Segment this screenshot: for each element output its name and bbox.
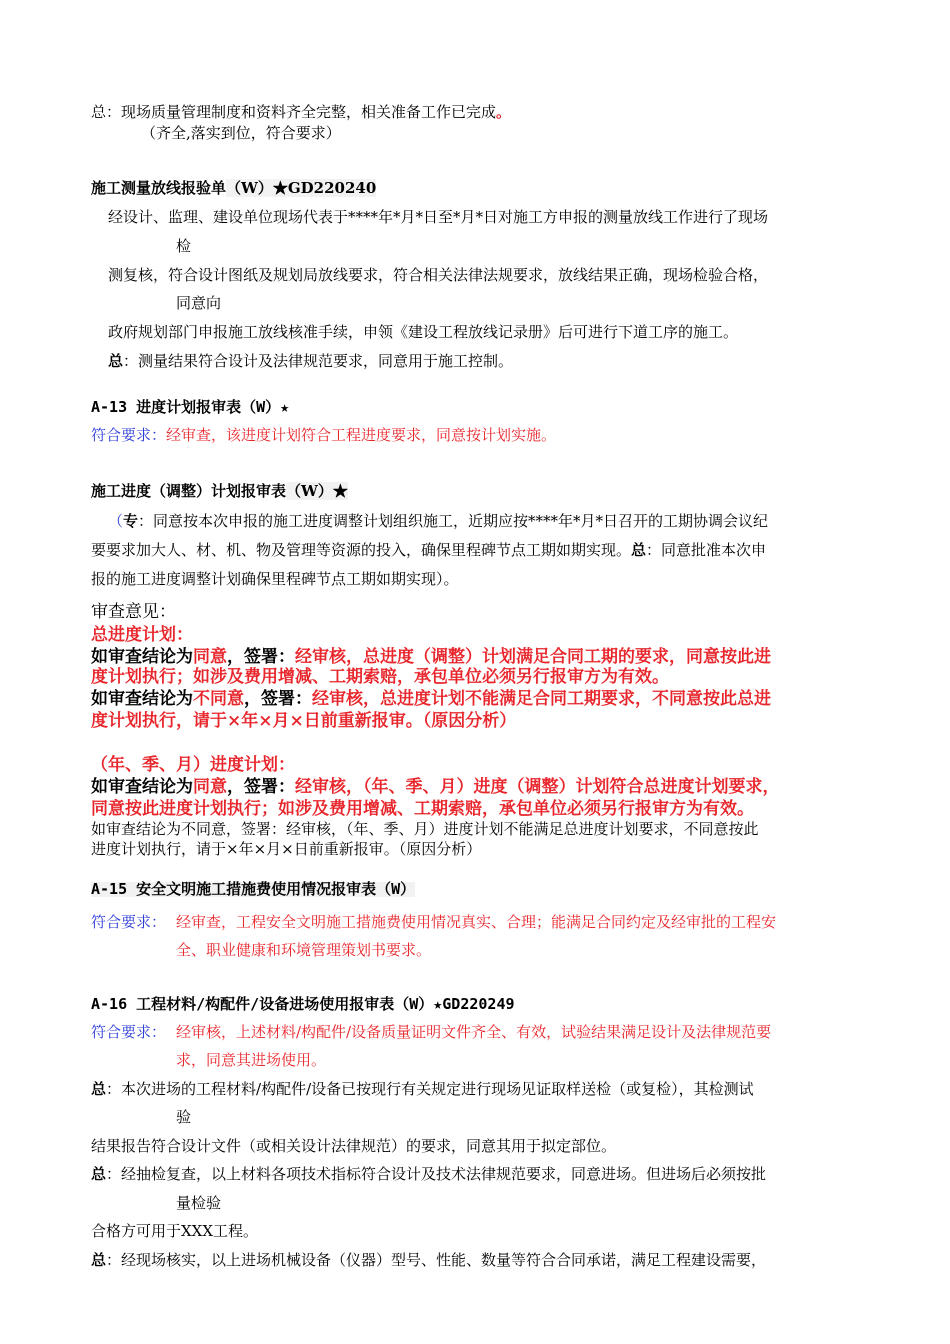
adjust-title [91, 484, 348, 499]
adjust-line-3: 报的施工进度调整计划确保里程碑节点工期如期实现）。 [91, 570, 459, 588]
total-plan-title: 总进度计划： [91, 625, 193, 645]
summary-prefix: 总： [91, 103, 122, 121]
a16-summary-1c: 结果报告符合设计文件（或相关设计法律规范）的要求，同意其用于拟定部位。 [91, 1137, 617, 1155]
adjust-zong: 总 [631, 541, 647, 559]
survey-summary-prefix: 总 [108, 352, 124, 370]
agree-sign: ，签署： [227, 647, 295, 667]
a16-s2-text: ：经抽检复查，以上材料各项技术指标符合设计及技术法律规范要求，同意进场。但进场后必须按批 [106, 1165, 767, 1183]
total-agree-line-1 [91, 649, 771, 666]
survey-line-1: 经设计、监理、建设单位现场代表于****年*月*日至*月*日对施工方申报的测量放线工作进行了现场 [108, 208, 769, 226]
summary-text: 现场质量管理制度和资料齐全完整，相关准备工作已完成 [121, 103, 497, 121]
adjust-title-main: 施工进度（调整）计划报审表 [91, 482, 287, 500]
adjust-line-1 [108, 514, 768, 529]
adjust-text-2: 要要求加大人、材、机、物及管理等资源的投入，确保里程碑节点工期如期实现。 [91, 541, 632, 559]
disagree-sign: ，签署： [244, 689, 312, 709]
period-plan-title: （年、季、月）进度计划： [91, 755, 295, 775]
period-agree-line-1 [91, 779, 780, 796]
survey-title [91, 181, 376, 196]
adjust-title-suffix: （W）★ [286, 482, 348, 500]
review-heading: 审查意见： [91, 602, 176, 622]
a16-summary-3 [91, 1253, 766, 1268]
survey-line-3: 政府规划部门申报施工放线核准手续，申领《建设工程放线记录册》后可进行下道工序的施工。 [108, 323, 739, 341]
period-agree-text-1: 经审核，（年、季、月）进度（调整）计划符合总进度计划要求， [295, 777, 780, 797]
a13-label: 符合要求： [91, 426, 167, 444]
disagree-word: 不同意 [193, 689, 244, 709]
a16-summary-2b: 量检验 [176, 1194, 222, 1212]
summary-note: （齐全,落实到位，符合要求） [141, 124, 341, 142]
agree-prefix: 如审查结论为 [91, 647, 193, 667]
a16-s1-text: ：本次进场的工程材料/构配件/设备已按现行有关规定进行现场见证取样送检（或复检），其检测试 [106, 1080, 754, 1098]
summary-line [91, 105, 511, 120]
adjust-text-2-tail: ：同意批准本次申 [646, 541, 767, 559]
a13-text: 经审查，该进度计划符合工程进度要求，同意按计划实施。 [166, 426, 557, 444]
total-disagree-line-1 [91, 691, 771, 708]
a15-line-2: 全、职业健康和环境管理策划书要求。 [176, 941, 432, 959]
a16-summary-1b: 验 [176, 1108, 192, 1126]
survey-summary-text: ：测量结果符合设计及法律规范要求，同意用于施工控制。 [123, 352, 514, 370]
a16-s2-prefix: 总 [91, 1165, 107, 1183]
period-agree-line-2: 同意按此进度计划执行；如涉及费用增减、工期索赔，承包单位必须另行报审方为有效。 [91, 799, 754, 819]
period-agree-word: 同意 [193, 777, 227, 797]
disagree-prefix: 如审查结论为 [91, 689, 193, 709]
a16-s1-prefix: 总 [91, 1080, 107, 1098]
adjust-zhuan: 专 [123, 512, 139, 530]
agree-word: 同意 [193, 647, 227, 667]
adjust-text-1: ：同意按本次申报的施工进度调整计划组织施工，近期应按****年*月*日召开的工期协调会议纪 [138, 512, 769, 530]
a13-line [91, 428, 556, 443]
total-disagree-line-2: 度计划执行，请于×年×月×日前重新报审。（原因分析） [91, 711, 517, 731]
period-disagree-line-2: 进度计划执行，请于×年×月×日前重新报审。（原因分析） [91, 840, 482, 858]
survey-title-main: 施工测量放线报验单 [91, 179, 227, 197]
a16-s3-text: ：经现场核实，以上进场机械设备（仪器）型号、性能、数量等符合合同承诺，满足工程建设需要， [106, 1251, 767, 1269]
summary-dot: 。 [496, 103, 512, 121]
a16-s3-prefix: 总 [91, 1251, 107, 1269]
a16-line-2: 求，同意其进场使用。 [176, 1051, 327, 1069]
survey-title-suffix: （W）★GD220240 [226, 179, 377, 197]
period-agree-prefix: 如审查结论为 [91, 777, 193, 797]
period-agree-sign: ，签署： [227, 777, 295, 797]
total-agree-line-2: 度计划执行；如涉及费用增减、工期索赔，承包单位必须另行报审方为有效。 [91, 667, 669, 687]
disagree-text-1: 经审核，总进度计划不能满足合同工期要求，不同意按此总进 [312, 689, 771, 709]
survey-line-2b: 同意向 [176, 294, 222, 312]
a16-label: 符合要求： [91, 1023, 167, 1041]
a16-summary-1 [91, 1082, 754, 1097]
survey-line-2: 测复核，符合设计图纸及规划局放线要求，符合相关法律法规要求，放线结果正确，现场检验合格， [108, 266, 769, 284]
a15-title: A-15 安全文明施工措施费使用情况报审表（W） [91, 880, 416, 898]
adjust-open-paren: （ [108, 512, 124, 530]
survey-summary [108, 354, 513, 369]
a13-title: A-13 进度计划报审表（W）★ [91, 398, 290, 416]
a15-label: 符合要求： [91, 913, 167, 931]
adjust-line-2 [91, 543, 766, 558]
a16-summary-2c: 合格方可用于XXX工程。 [91, 1222, 259, 1240]
a16-summary-2 [91, 1167, 766, 1182]
agree-text-1: 经审核，总进度（调整）计划满足合同工期的要求，同意按此进 [295, 647, 771, 667]
a16-title: A-16 工程材料/构配件/设备进场使用报审表（W）★GD220249 [91, 995, 515, 1013]
a16-line-1: 经审核，上述材料/构配件/设备质量证明文件齐全、有效，试验结果满足设计及法律规范要 [176, 1023, 772, 1041]
survey-line-1b: 检 [176, 237, 192, 255]
a15-line-1: 经审查，工程安全文明施工措施费使用情况真实、合理；能满足合同约定及经审批的工程安 [176, 913, 777, 931]
period-disagree-line-1: 如审查结论为不同意，签署：经审核，（年、季、月）进度计划不能满足总进度计划要求，不同意按此 [91, 820, 759, 838]
